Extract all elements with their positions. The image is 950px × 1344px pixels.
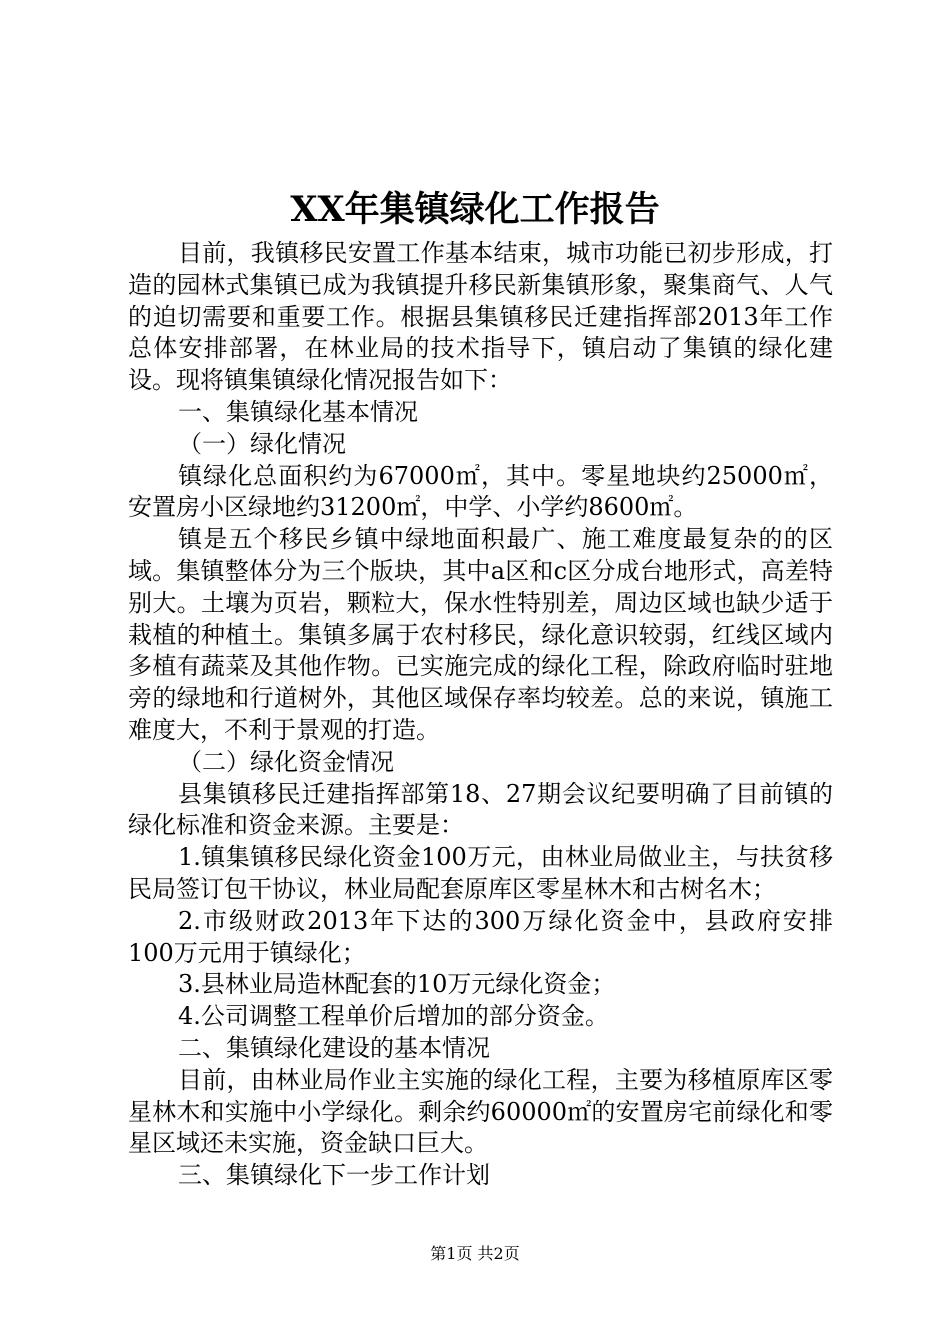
document-body (128, 238, 833, 1192)
paragraph: 镇是五个移民乡镇中绿地面积最广、施工难度最复杂的的区域。集镇整体分为三个版块，其中a区和c区分成台地形式，高差特别大。土壤为页岩，颗粒大，保水性特别差，周边区域也缺少适于栽植的种植土。集镇多属于农村移民，绿化意识较弱，红线区域内多植有蔬菜及其他作物。已实施完成的绿化工程，除政府临时驻地旁的绿地和行道树外，其他区域保存率均较差。总的来说，镇施工难度大，不利于景观的打造。 (128, 525, 833, 744)
paragraph: 县集镇移民迁建指挥部第18、27期会议纪要明确了目前镇的绿化标准和资金来源。主要是： (128, 779, 833, 840)
paragraph: 1.镇集镇移民绿化资金100万元，由林业局做业主，与扶贫移民局签订包干协议，林业局配套原库区零星林木和古树名木； (128, 843, 833, 903)
paragraph: 3.县林业局造林配套的10万元绿化资金； (178, 970, 616, 999)
paragraph: 镇绿化总面积约为67000㎡，其中。零星地块约25000㎡，安置房小区绿地约31200㎡，中学、小学约8600㎡。 (128, 461, 833, 522)
paragraph: 目前，我镇移民安置工作基本结束，城市功能已初步形成，打造的园林式集镇已成为我镇提升移民新集镇形象，聚集商气、人气的迫切需要和重要工作。根据县集镇移民迁建指挥部2013年工作总体安排部署，在林业局的技术指导下，镇启动了集镇的绿化建设。现将镇集镇绿化情况报告如下： (128, 239, 833, 395)
paragraph: 一、集镇绿化基本情况 (178, 397, 418, 426)
paragraph: 4.公司调整工程单价后增加的部分资金。 (178, 1002, 609, 1031)
paragraph: （二）绿化资金情况 (178, 747, 394, 776)
document-title: XX年集镇绿化工作报告 (290, 189, 660, 230)
paragraph: 2.市级财政2013年下达的300万绿化资金中，县政府安排100万元用于镇绿化； (128, 906, 833, 967)
paragraph: 二、集镇绿化建设的基本情况 (178, 1033, 490, 1062)
paragraph: 三、集镇绿化下一步工作计划 (178, 1161, 490, 1190)
paragraph: 目前，由林业局作业主实施的绿化工程，主要为移植原库区零星林木和实施中小学绿化。剩余约60000㎡的安置房宅前绿化和零星区域还未实施，资金缺口巨大。 (128, 1065, 833, 1158)
paragraph: （一）绿化情况 (178, 429, 346, 458)
page-footer: 第1页 共2页 (430, 1244, 520, 1263)
